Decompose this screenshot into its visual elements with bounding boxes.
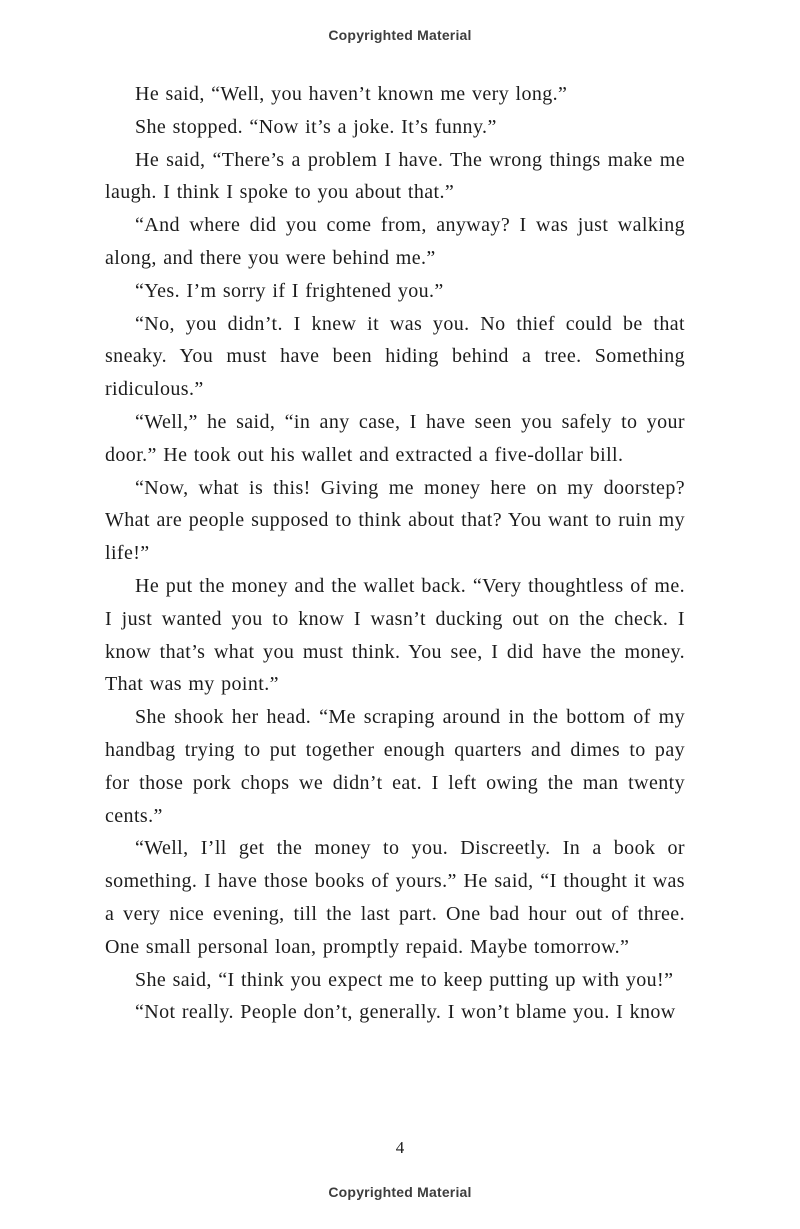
- body-text-block: [105, 78, 685, 1029]
- paragraph: She stopped. “Now it’s a joke. It’s funny.”: [135, 115, 497, 138]
- copyright-notice-bottom: Copyrighted Material: [328, 1184, 472, 1200]
- paragraph: “Well, I’ll get the money to you. Discreetly. In a book or something. I have those books of yours.” He said, “I thought it was a very nice evening, till the last part. One bad hour out of three. One small personal loan, promptly repaid. Maybe tomorrow.”: [105, 837, 685, 958]
- paragraph: “No, you didn’t. I knew it was you. No thief could be that sneaky. You must have been hiding behind a tree. Something ridiculous.”: [105, 312, 685, 401]
- copyright-notice-top: Copyrighted Material: [328, 27, 472, 43]
- paragraph: He put the money and the wallet back. “Very thoughtless of me. I just wanted you to know I wasn’t ducking out on the check. I know that’s what you must think. You see, I did have the money. That was my point.”: [105, 574, 685, 696]
- paragraph: He said, “Well, you haven’t known me very long.”: [135, 83, 568, 105]
- paragraph: “Well,” he said, “in any case, I have seen you safely to your door.” He took out his wallet and extracted a five-dollar bill.: [105, 410, 685, 466]
- paragraph: He said, “There’s a problem I have. The wrong things make me laugh. I think I spoke to you about that.”: [105, 148, 685, 204]
- paragraph: “And where did you come from, anyway? I was just walking along, and there you were behind me.”: [105, 214, 685, 269]
- paragraph: “Yes. I’m sorry if I frightened you.”: [135, 279, 444, 302]
- paragraph: She said, “I think you expect me to keep putting up with you!”: [135, 968, 674, 991]
- page-number: 4: [395, 1138, 405, 1157]
- paragraph: “Not really. People don’t, generally. I won’t blame you. I know: [135, 1001, 676, 1024]
- paragraph: She shook her head. “Me scraping around in the bottom of my handbag trying to put together enough quarters and dimes to pay for those pork chops we didn’t eat. I left owing the man twenty cents.”: [105, 706, 685, 827]
- paragraph: “Now, what is this! Giving me money here on my doorstep? What are people supposed to think about that? You want to ruin my life!”: [105, 476, 685, 565]
